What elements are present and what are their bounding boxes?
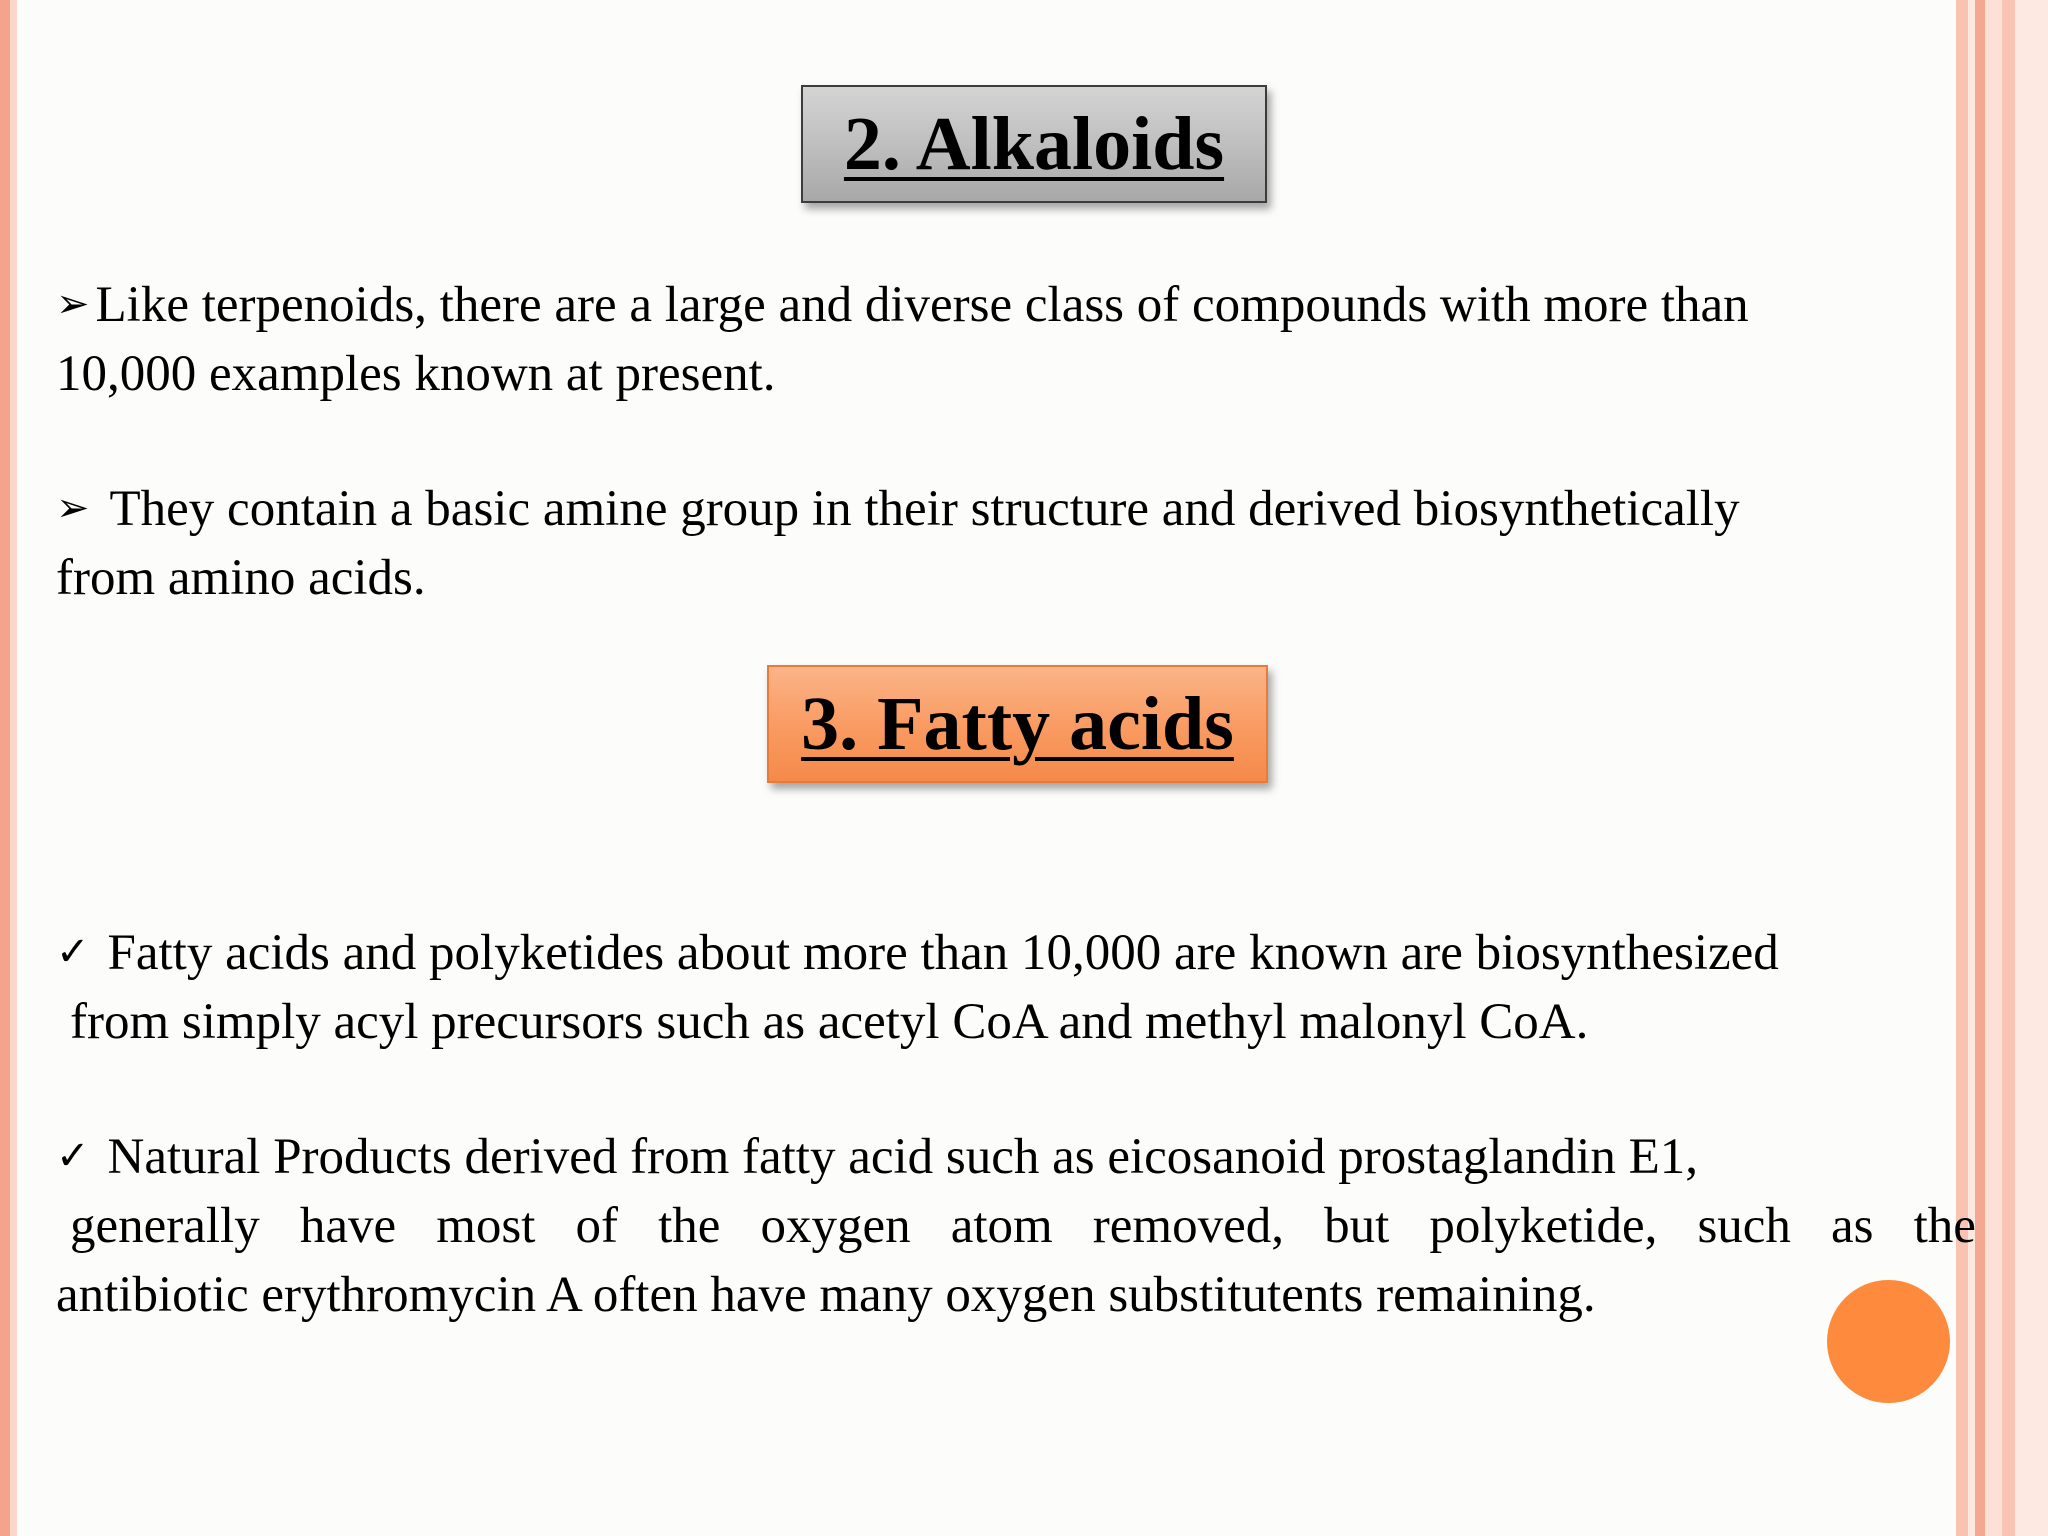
word: most (436, 1198, 536, 1254)
checkmark-bullet-icon: ✓ (56, 1133, 90, 1179)
right-border-stripe (2002, 0, 2015, 1536)
right-border-stripe (1975, 0, 1985, 1536)
word: oxygen (760, 1198, 911, 1254)
word: the (1913, 1198, 1976, 1254)
bullet-amine-group (56, 474, 1740, 613)
left-border-stripe-light (10, 0, 17, 1536)
alkaloids-heading (801, 85, 1267, 203)
fatty-acids-heading (767, 665, 1268, 783)
bullet-text-line: from amino acids. (56, 550, 426, 606)
word: have (299, 1198, 397, 1254)
word: the (658, 1198, 721, 1254)
right-border-stripe (2015, 0, 2048, 1536)
bullet-terpenoids (56, 270, 1749, 409)
right-border-stripe (1985, 0, 2002, 1536)
word: but (1324, 1198, 1390, 1254)
word: of (575, 1198, 618, 1254)
bullet-text-line: Fatty acids and polyketides about more than 10,000 are known are biosynthesized (107, 925, 1779, 981)
word: as (1831, 1198, 1874, 1254)
bullet-text-line: antibiotic erythromycin A often have many oxygen substitutents remaining. (56, 1267, 1596, 1323)
word: atom (950, 1198, 1053, 1254)
alkaloids-heading-text: 2. Alkaloids (843, 101, 1225, 186)
bullet-polyketides (56, 918, 1779, 1057)
word: polyketide, (1429, 1198, 1658, 1254)
bullet-justified-line (56, 1192, 1976, 1261)
bullet-natural-products (56, 1122, 1976, 1330)
bullet-text-line: 10,000 examples known at present. (56, 346, 776, 402)
checkmark-bullet-icon: ✓ (56, 929, 90, 975)
bullet-text-line: Like terpenoids, there are a large and diverse class of compounds with more than (95, 277, 1749, 333)
orange-circle-decoration (1827, 1280, 1950, 1403)
left-border-stripe (0, 0, 10, 1536)
bullet-text-line: Natural Products derived from fatty acid such as eicosanoid prostaglandin E1, (107, 1129, 1698, 1185)
word: such (1697, 1198, 1791, 1254)
bullet-text-line: They contain a basic amine group in their structure and derived biosynthetically (109, 481, 1740, 537)
arrow-bullet-icon: ➢ (56, 281, 90, 327)
word: removed, (1092, 1198, 1284, 1254)
fatty-acids-heading-text: 3. Fatty acids (801, 681, 1234, 766)
arrow-bullet-icon: ➢ (56, 485, 90, 531)
bullet-text-line: from simply acyl precursors such as acetyl CoA and methyl malonyl CoA. (70, 994, 1589, 1050)
word: generally (70, 1198, 260, 1254)
